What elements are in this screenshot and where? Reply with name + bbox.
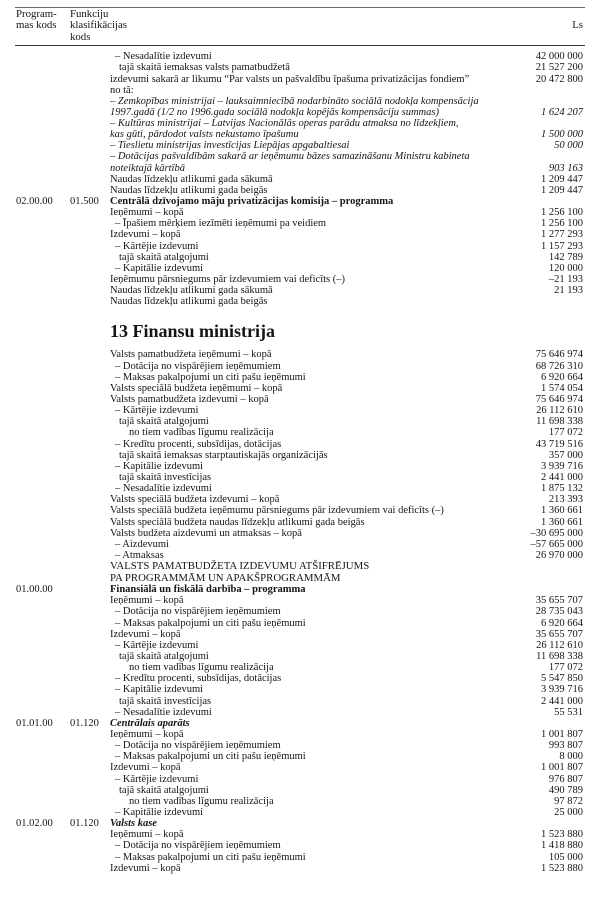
row-amount: 1 500 000 — [541, 129, 583, 141]
row-label: – Dotācija no vispārējiem ieņēmumiem — [115, 360, 281, 372]
row-label: Valsts speciālā budžeta ieņēmumu pārsniegums pār izdevumiem vai deficīts (–) — [110, 505, 444, 517]
table-row — [0, 528, 600, 539]
table-row — [0, 372, 600, 383]
row-amount: 6 920 664 — [541, 371, 583, 383]
row-label: – Maksas pakalpojumi un citi pašu ieņēmumi — [115, 851, 306, 863]
row-amount: 1 256 100 — [541, 207, 583, 219]
row-label: – Kapitālie izdevumi — [115, 806, 204, 818]
table-row — [0, 707, 600, 718]
row-label: – Maksas pakalpojumi un citi pašu ieņēmumi — [115, 617, 306, 629]
row-amount: 75 646 974 — [535, 349, 583, 361]
table-row — [0, 852, 600, 863]
row-amount: 11 698 338 — [536, 416, 583, 428]
column-header-program-code — [16, 9, 70, 43]
row-label: Centrālā dzīvojamo māju privatizācijas komisija – programma — [110, 196, 394, 208]
row-label: – Dotācija no vispārējiem ieņēmumiem — [115, 840, 281, 852]
table-row — [0, 383, 600, 394]
table-row — [0, 361, 600, 372]
row-label: noteiktajā kārtībā — [110, 162, 185, 174]
table-row — [0, 483, 600, 494]
row-amount: 3 939 716 — [541, 684, 583, 696]
row-label: – Tieslietu ministrijas investīcijas Liepājas apgabaltiesai — [110, 140, 350, 152]
program-code: 02.00.00 — [16, 196, 53, 208]
row-amount: 1 360 661 — [541, 516, 583, 528]
table-row — [0, 151, 600, 162]
row-amount: 26 970 000 — [535, 549, 583, 561]
row-amount: –30 695 000 — [530, 527, 583, 539]
row-label: – Kredītu procenti, subsīdijas, dotācijas — [115, 438, 282, 450]
row-amount: 50 000 — [554, 140, 583, 152]
program-code-header-line1: Program- — [16, 8, 57, 20]
chapter-heading: 13 Finansu ministrija — [110, 321, 276, 342]
row-label: – Kārtējie izdevumi — [115, 639, 199, 651]
table-row — [0, 174, 600, 185]
row-amount: 1 209 447 — [541, 184, 583, 196]
table-row — [0, 718, 600, 729]
row-amount: 120 000 — [548, 262, 583, 274]
row-label: – Kapitālie izdevumi — [115, 262, 204, 274]
row-amount: 35 655 707 — [535, 595, 583, 607]
table-row — [0, 684, 600, 695]
table-row — [0, 673, 600, 684]
row-amount: 21 527 200 — [535, 62, 583, 74]
header-rule — [15, 45, 585, 46]
table-row — [0, 472, 600, 483]
row-label: Finansiālā un fiskālā darbība – programma — [110, 584, 306, 596]
row-label: – Nesadalītie izdevumi — [115, 51, 212, 63]
table-row — [0, 349, 600, 360]
row-label: izdevumi sakarā ar likumu “Par valsts un pašvaldību īpašuma privatizācijas fondiem” — [110, 73, 470, 85]
row-amount: 903 163 — [548, 162, 583, 174]
row-label: – Dotācija no vispārējiem ieņēmumiem — [115, 740, 281, 752]
row-amount: 105 000 — [548, 851, 583, 863]
row-label: Ieņēmumi – kopā — [110, 595, 184, 607]
row-amount: 2 441 000 — [541, 695, 583, 707]
row-label: tajā skaitā investīcijas — [119, 695, 212, 707]
row-label: tajā skaitā atalgojumi — [119, 251, 209, 263]
table-row — [0, 196, 600, 207]
table-row — [0, 774, 600, 785]
row-amount: 142 789 — [548, 251, 583, 263]
function-code-header-line3: kods — [70, 30, 91, 43]
table-row — [0, 807, 600, 818]
table-row — [0, 863, 600, 874]
program-code-header-line2: mas kods — [16, 19, 57, 32]
column-header-currency: Ls — [572, 19, 583, 31]
row-label: – Kapitālie izdevumi — [115, 460, 204, 472]
table-row — [0, 129, 600, 140]
function-code: 01.500 — [70, 196, 99, 208]
row-amount: 26 112 610 — [536, 405, 583, 417]
row-label: tajā skaitā atalgojumi — [119, 650, 209, 662]
row-label: Ieņēmumi – kopā — [110, 728, 184, 740]
row-amount: 1 157 293 — [541, 240, 583, 252]
row-label: Naudas līdzekļu atlikumi gada beigās — [110, 296, 268, 308]
row-label: no tiem vadības līgumu realizācija — [129, 662, 274, 674]
table-row — [0, 163, 600, 174]
row-amount: 213 393 — [548, 494, 583, 506]
row-amount: 6 920 664 — [541, 617, 583, 629]
row-amount: 5 547 850 — [541, 673, 583, 685]
row-label: – Kārtējie izdevumi — [115, 773, 199, 785]
row-label: – Aizdevumi — [115, 538, 169, 550]
row-label: Valsts kase — [110, 818, 157, 830]
row-label: Ieņēmumi – kopā — [110, 829, 184, 841]
table-row — [0, 229, 600, 240]
row-label: tajā skaitā atalgojumi — [119, 416, 209, 428]
table-row — [0, 107, 600, 118]
row-label: – Īpašiem mērķiem iezīmēti ieņēmumi pa veidiem — [115, 218, 327, 230]
table-row — [0, 416, 600, 427]
row-amount: 28 735 043 — [535, 606, 583, 618]
row-label: Naudas līdzekļu atlikumi gada sākumā — [110, 173, 273, 185]
row-amount: 1 360 661 — [541, 505, 583, 517]
table-row — [0, 651, 600, 662]
row-label: tajā skaitā atalgojumi — [119, 784, 209, 796]
row-amount: 1 875 132 — [541, 483, 583, 495]
row-amount: –57 665 000 — [530, 538, 583, 550]
table-row — [0, 618, 600, 629]
row-label: – Nesadalītie izdevumi — [115, 483, 212, 495]
table-row — [0, 185, 600, 196]
table-row — [0, 118, 600, 129]
row-label: Ieņēmumu pārsniegums pār izdevumiem vai deficīts (–) — [110, 274, 346, 286]
table-row — [0, 696, 600, 707]
row-amount: 1 523 880 — [541, 862, 583, 874]
table-row — [0, 274, 600, 285]
row-label: – Maksas pakalpojumi un citi pašu ieņēmumi — [115, 751, 306, 763]
table-row — [0, 662, 600, 673]
function-code-header-line1: Funkciju — [70, 8, 109, 20]
table-row — [0, 517, 600, 528]
table-row — [0, 450, 600, 461]
table-row — [0, 427, 600, 438]
row-label: Ieņēmumi – kopā — [110, 207, 184, 219]
row-label: Naudas līdzekļu atlikumi gada sākumā — [110, 285, 273, 297]
row-amount: 177 072 — [548, 662, 583, 674]
row-label: Izdevumi – kopā — [110, 862, 181, 874]
table-row — [0, 51, 600, 62]
row-label: tajā skaitā investīcijas — [119, 472, 212, 483]
table-row — [0, 140, 600, 151]
column-header-function-code — [70, 9, 190, 43]
table-row — [0, 505, 600, 516]
table-row — [0, 840, 600, 851]
row-amount: 43 719 516 — [535, 438, 583, 450]
row-amount: 68 726 310 — [535, 360, 583, 372]
table-row — [0, 494, 600, 505]
row-label: Valsts speciālā budžeta izdevumi – kopā — [110, 494, 280, 506]
table-row — [0, 539, 600, 550]
row-amount: –21 193 — [548, 274, 583, 286]
table-row — [0, 405, 600, 416]
table-row — [0, 85, 600, 96]
row-amount: 993 807 — [548, 740, 583, 752]
row-amount: 1 523 880 — [541, 829, 583, 841]
table-row — [0, 785, 600, 796]
row-label: Izdevumi – kopā — [110, 229, 181, 241]
row-amount: 42 000 000 — [535, 51, 583, 63]
budget-document-page — [0, 7, 600, 909]
table-row — [0, 640, 600, 651]
row-label: no tiem vadības līgumu realizācija — [129, 427, 274, 439]
row-amount: 26 112 610 — [536, 639, 583, 651]
table-row — [0, 252, 600, 263]
row-label: – Kultūras ministrijai – Latvijas Nacionālās operas parādu atmaksa no līdzekļiem, — [110, 118, 459, 130]
table-row — [0, 285, 600, 296]
program-code: 01.01.00 — [16, 717, 53, 729]
table-row — [0, 740, 600, 751]
row-label: no tiem vadības līgumu realizācija — [129, 795, 274, 807]
table-row — [0, 595, 600, 606]
program-code: 01.00.00 — [16, 584, 53, 596]
table-row — [0, 74, 600, 85]
row-amount: 1 001 807 — [541, 762, 583, 774]
row-label: 1997.gadā (1/2 no 1996.gada sociālā nodokļa kopējās kompensāciju summas) — [110, 106, 439, 118]
row-label: – Atmaksas — [115, 549, 164, 561]
table-row — [0, 629, 600, 640]
row-amount: 1 624 207 — [541, 106, 583, 118]
row-amount: 11 698 338 — [536, 650, 583, 662]
section-subtitle-line: VALSTS PAMATBUDŽETA IZDEVUMU ATŠIFRĒJUMS — [110, 560, 370, 573]
table-row — [0, 96, 600, 107]
document-body — [0, 51, 600, 874]
row-amount: 357 000 — [548, 449, 583, 461]
row-amount: 976 807 — [548, 773, 583, 785]
table-row — [0, 263, 600, 274]
table-row — [0, 829, 600, 840]
row-amount: 1 574 054 — [541, 382, 583, 394]
row-label: – Kārtējie izdevumi — [115, 405, 199, 417]
table-row — [0, 461, 600, 472]
row-label: – Nesadalītie izdevumi — [115, 706, 212, 718]
table-row — [0, 439, 600, 450]
row-label: – Maksas pakalpojumi un citi pašu ieņēmumi — [115, 371, 306, 383]
row-amount: 3 939 716 — [541, 460, 583, 472]
table-row — [0, 818, 600, 829]
row-label: – Zemkopības ministrijai – lauksaimniecībā nodarbināto sociālā nodokļa kompensācija — [110, 95, 479, 107]
table-row — [0, 218, 600, 229]
table-row — [0, 729, 600, 740]
table-row — [0, 394, 600, 405]
row-amount: 1 418 880 — [541, 840, 583, 852]
table-row — [0, 762, 600, 773]
function-code: 01.120 — [70, 717, 99, 729]
row-amount: 35 655 707 — [535, 628, 583, 640]
row-amount: 1 277 293 — [541, 229, 583, 241]
row-amount: 21 193 — [554, 285, 583, 297]
row-label: – Kapitālie izdevumi — [115, 684, 204, 696]
table-row — [0, 296, 600, 307]
table-row — [0, 584, 600, 595]
row-amount: 55 531 — [554, 706, 583, 718]
table-row — [0, 606, 600, 617]
row-amount: 490 789 — [548, 784, 583, 796]
row-amount: 1 256 100 — [541, 218, 583, 230]
row-label: Izdevumi – kopā — [110, 762, 181, 774]
row-amount: 1 001 807 — [541, 728, 583, 740]
section-subtitle-line: PA PROGRAMMĀM UN APAKŠPROGRAMMĀM — [110, 571, 341, 584]
row-label: Valsts pamatbudžeta ieņēmumi – kopā — [110, 349, 272, 361]
row-amount: 2 441 000 — [541, 472, 583, 483]
row-label: – Dotācijas pašvaldībām sakarā ar ieņēmumu bāzes samazināšanu Ministru kabineta — [110, 151, 470, 163]
row-amount: 1 209 447 — [541, 173, 583, 185]
row-amount: 20 472 800 — [535, 73, 583, 85]
program-code: 01.02.00 — [16, 818, 53, 830]
function-code: 01.120 — [70, 818, 99, 830]
row-label: Valsts pamatbudžeta izdevumi – kopā — [110, 394, 269, 406]
row-amount: 8 000 — [559, 751, 583, 763]
row-amount: 75 646 974 — [535, 394, 583, 406]
row-amount: 177 072 — [548, 427, 583, 439]
row-label: Valsts budžeta aizdevumi un atmaksas – kopā — [110, 527, 302, 539]
row-label: – Kārtējie izdevumi — [115, 240, 199, 252]
row-label: Naudas līdzekļu atlikumi gada beigās — [110, 184, 268, 196]
row-amount: 97 872 — [554, 795, 583, 807]
row-label: Centrālais aparāts — [110, 717, 190, 729]
table-header — [16, 9, 583, 43]
row-label: no tā: — [110, 84, 134, 96]
table-row — [0, 796, 600, 807]
row-label: – Kredītu procenti, subsīdijas, dotācijas — [115, 673, 282, 685]
row-label: Izdevumi – kopā — [110, 628, 181, 640]
table-row — [0, 62, 600, 73]
table-row — [0, 751, 600, 762]
function-code-header-line2: klasifikācijas — [70, 19, 127, 32]
row-label: – Dotācija no vispārējiem ieņēmumiem — [115, 606, 281, 618]
row-label: Valsts speciālā budžeta naudas līdzekļu atlikumi gada beigās — [110, 516, 365, 528]
table-row — [0, 207, 600, 218]
row-label: tajā skaitā iemaksas valsts pamatbudžetā — [119, 62, 290, 74]
row-amount: 25 000 — [554, 806, 583, 818]
row-label: Valsts speciālā budžeta ieņēmumi – kopā — [110, 382, 283, 394]
row-label: tajā skaitā iemaksas starptautiskajās organizācijās — [119, 449, 328, 461]
table-row — [0, 241, 600, 252]
row-label: kas gūti, pārdodot valsts nekustamo īpašumu — [110, 129, 299, 141]
